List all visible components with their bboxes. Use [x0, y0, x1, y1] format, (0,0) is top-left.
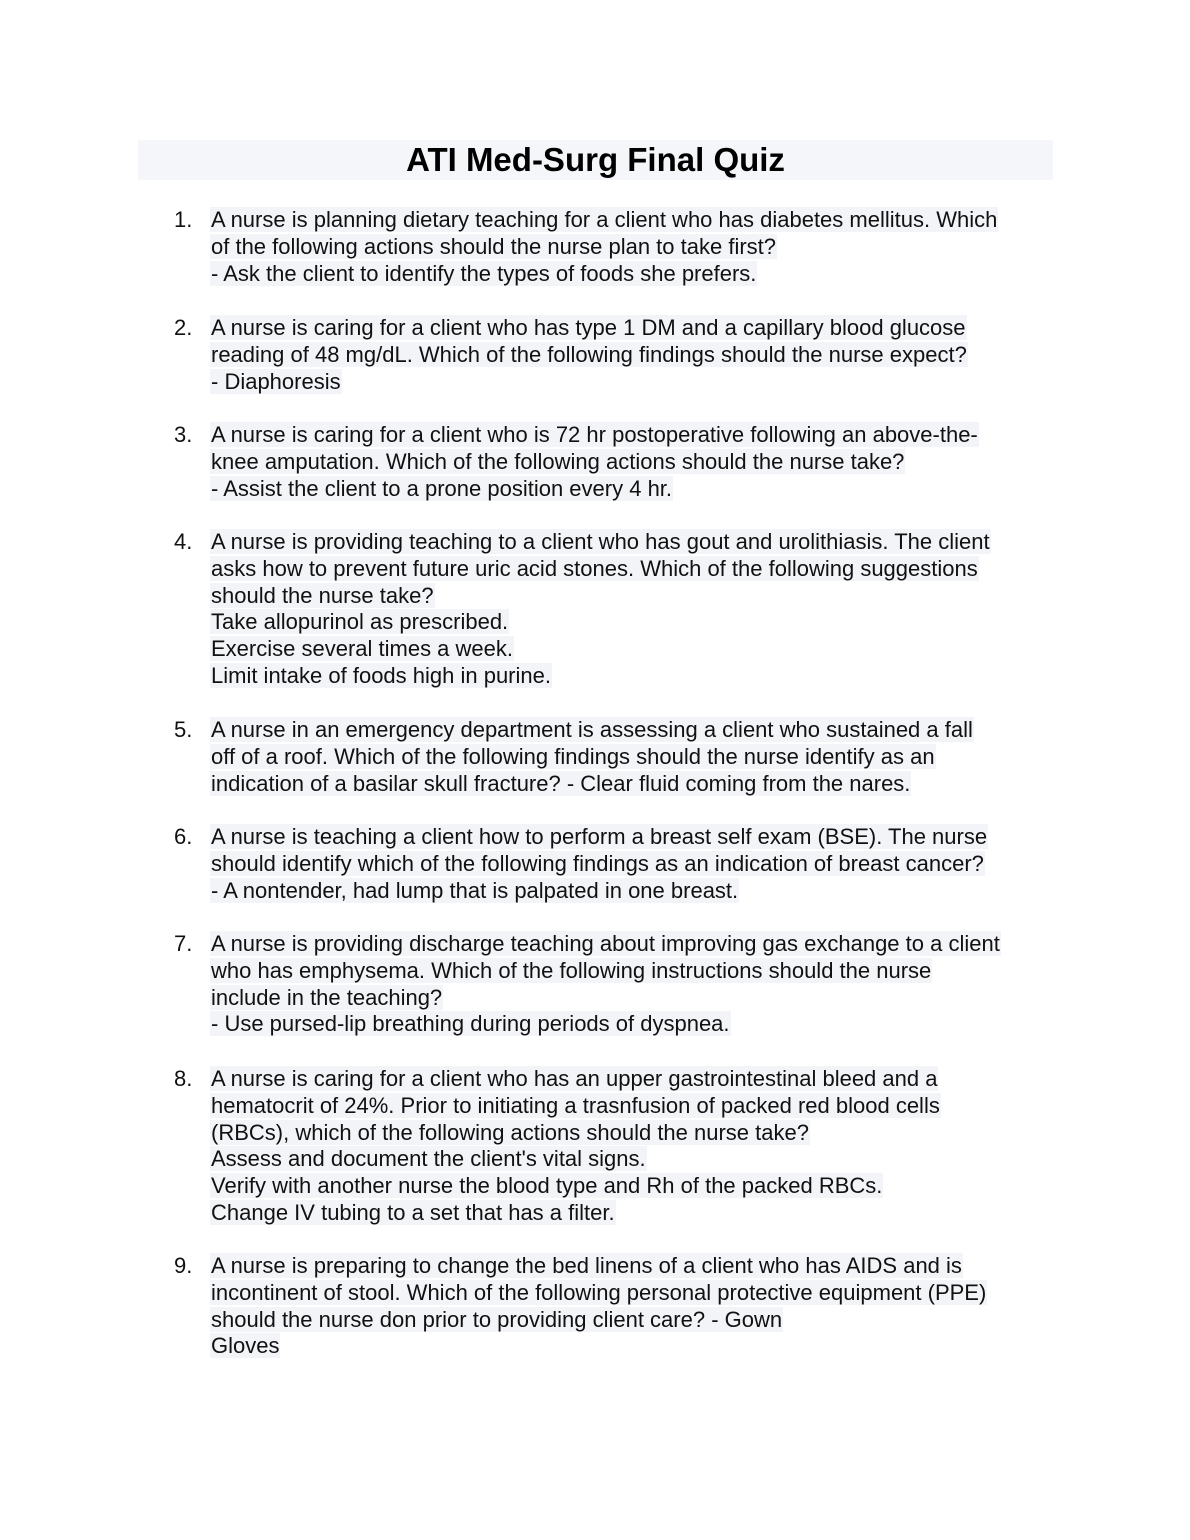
question-line [210, 556, 991, 583]
question-line-text: Gloves [211, 1333, 280, 1359]
question-line-text: off of a roof. Which of the following findings should the nurse identify as an [211, 743, 935, 769]
question-line [210, 1011, 1001, 1038]
question-number: 3. [174, 422, 193, 447]
question-line-text: who has emphysema. Which of the following instructions should the nurse [211, 957, 932, 983]
question-line-text: - Ask the client to identify the types of foods she prefers. [211, 260, 757, 286]
question-text [210, 422, 979, 502]
question-line-text: A nurse is providing discharge teaching about improving gas exchange to a client [211, 931, 1000, 956]
question-line [210, 1146, 941, 1173]
question-text [210, 717, 974, 797]
question-number: 2. [174, 315, 193, 340]
question-line-text: - A nontender, had lump that is palpated in one breast. [211, 877, 739, 903]
question-text [210, 931, 1001, 1038]
question-number: 8. [174, 1066, 193, 1091]
question-number: 7. [174, 931, 193, 956]
question-line-text: A nurse is caring for a client who has an upper gastrointestinal bleed and a [211, 1066, 938, 1091]
question-line-text: should the nurse don prior to providing client care? - Gown [211, 1306, 783, 1332]
question-line [210, 583, 991, 610]
question-line-text: should the nurse take? [211, 582, 434, 608]
question-number: 9. [174, 1253, 193, 1278]
question-line [210, 1066, 941, 1093]
question-text [210, 1066, 941, 1227]
question-line-text: A nurse is providing teaching to a client who has gout and urolithiasis. The client [211, 529, 990, 554]
question-line-text: incontinent of stool. Which of the following personal protective equipment (PPE) [211, 1279, 987, 1305]
title-bar [138, 140, 1053, 180]
question-line [210, 315, 968, 342]
question-line-text: Exercise several times a week. [211, 636, 513, 662]
question-line [210, 958, 1001, 985]
question-line-text: asks how to prevent future uric acid stones. Which of the following suggestions [211, 555, 978, 581]
question-line [210, 985, 1001, 1012]
question-text [210, 207, 998, 287]
question-line [210, 1173, 941, 1200]
question-line-text: A nurse is teaching a client how to perform a breast self exam (BSE). The nurse [211, 824, 988, 849]
question-line [210, 824, 988, 851]
question-line-text: A nurse is preparing to change the bed linens of a client who has AIDS and is [211, 1253, 962, 1278]
question-line [210, 369, 968, 396]
question-line-text: include in the teaching? [211, 984, 443, 1010]
question-line [210, 261, 998, 288]
question-number: 4. [174, 529, 193, 554]
question-line [210, 663, 991, 690]
question-line [210, 422, 979, 449]
question-number: 5. [174, 717, 193, 742]
question-line [210, 1307, 987, 1334]
question-line-text: Change IV tubing to a set that has a filter. [211, 1199, 615, 1225]
question-line [210, 636, 991, 663]
question-line [210, 1333, 987, 1360]
question-line [210, 1253, 987, 1280]
question-text [210, 1253, 987, 1360]
question-line [210, 1120, 941, 1147]
question-line [210, 931, 1001, 958]
document-title: ATI Med-Surg Final Quiz [406, 141, 785, 178]
question-line [210, 476, 979, 503]
question-line [210, 717, 974, 744]
question-line-text: of the following actions should the nurse plan to take first? [211, 233, 777, 259]
question-line-text: - Use pursed-lip breathing during periods of dyspnea. [211, 1011, 730, 1037]
question-line-text: Assess and document the client's vital signs. [211, 1146, 646, 1172]
question-line-text: (RBCs), which of the following actions should the nurse take? [211, 1119, 809, 1145]
question-line [210, 1093, 941, 1120]
question-line-text: hematocrit of 24%. Prior to initiating a trasnfusion of packed red blood cells [211, 1092, 940, 1118]
question-line-text: should identify which of the following findings as an indication of breast cancer? [211, 850, 984, 876]
question-line [210, 744, 974, 771]
question-line-text: A nurse in an emergency department is assessing a client who sustained a fall [211, 717, 973, 742]
question-line-text: Verify with another nurse the blood type and Rh of the packed RBCs. [211, 1173, 883, 1199]
question-line [210, 771, 974, 798]
question-number: 1. [174, 207, 193, 232]
question-line-text: A nurse is planning dietary teaching for a client who has diabetes mellitus. Which [211, 207, 998, 232]
question-line [210, 529, 991, 556]
question-line-text: reading of 48 mg/dL. Which of the following findings should the nurse expect? [211, 341, 967, 367]
question-text [210, 315, 968, 395]
question-line-text: Take allopurinol as prescribed. [211, 609, 509, 635]
question-line-text: Limit intake of foods high in purine. [211, 662, 551, 688]
question-line [210, 609, 991, 636]
question-text [210, 529, 991, 690]
question-line [210, 851, 988, 878]
question-line-text: A nurse is caring for a client who has type 1 DM and a capillary blood glucose [211, 315, 966, 340]
question-line-text: - Assist the client to a prone position every 4 hr. [211, 475, 673, 501]
question-line [210, 449, 979, 476]
question-line [210, 878, 988, 905]
question-line-text: - Diaphoresis [211, 368, 341, 394]
question-line [210, 342, 968, 369]
question-line-text: indication of a basilar skull fracture? - Clear fluid coming from the nares. [211, 770, 911, 796]
question-line [210, 1200, 941, 1227]
question-line-text: knee amputation. Which of the following actions should the nurse take? [211, 448, 905, 474]
question-line [210, 1280, 987, 1307]
question-text [210, 824, 988, 904]
question-line [210, 234, 998, 261]
question-line-text: A nurse is caring for a client who is 72 hr postoperative following an above-the- [211, 422, 978, 447]
question-line [210, 207, 998, 234]
question-number: 6. [174, 824, 193, 849]
